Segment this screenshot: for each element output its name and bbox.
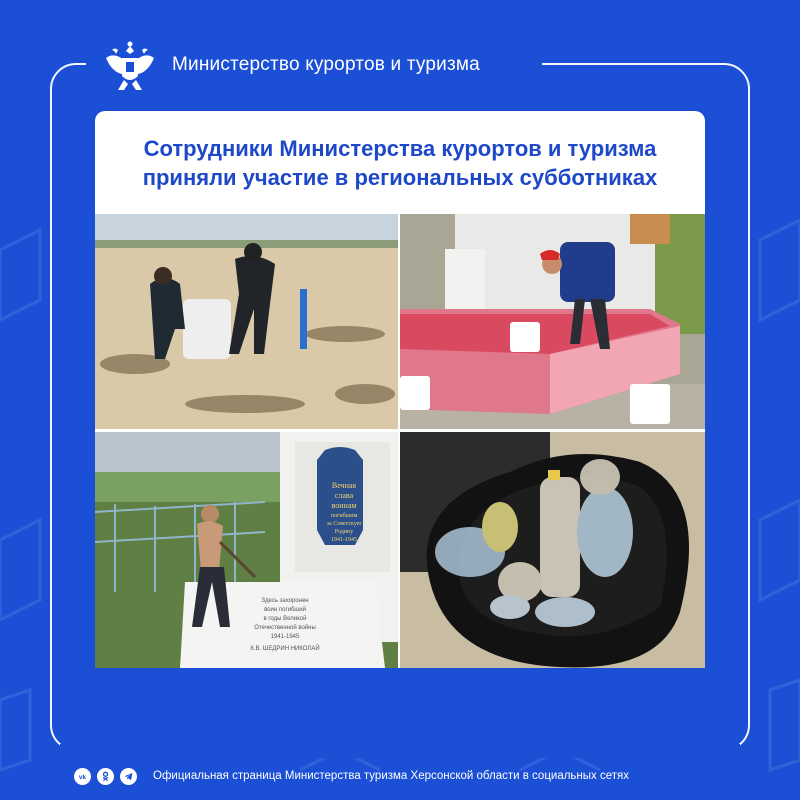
memorial-slab-line-1: Здесь захоронен (261, 598, 309, 604)
memorial-plaque-line-4: погибшим (330, 513, 358, 519)
memorial-slab-line-3: в годы Великой (263, 616, 307, 622)
photo-memorial-cleaning (95, 432, 398, 668)
memorial-plaque-line-1: Вечная (331, 481, 357, 490)
memorial-plaque-line-5: за Советскую (326, 521, 362, 527)
title-box (95, 111, 705, 214)
memorial-slab-line-5: 1941-1945 (270, 634, 300, 640)
photo-cleanup-dry-grass (95, 214, 398, 429)
photo-painting-monument-base (400, 214, 705, 429)
organization-name: Министерство курортов и туризма (172, 54, 480, 75)
memorial-slab-line-6: К.В. ШЕДРИН НИКОЛАЙ (250, 646, 320, 652)
memorial-plaque-line-6: Родину (334, 529, 354, 535)
memorial-plaque-line-7: 1941-1945 (331, 537, 357, 543)
svg-text:vk: vk (78, 773, 87, 781)
vk-icon[interactable] (74, 768, 91, 785)
footer (74, 765, 629, 787)
memorial-plaque-line-3: воинам (331, 501, 357, 510)
memorial-slab-line-2: воин погибший (264, 607, 306, 613)
photo-collected-plastic-bottles (400, 432, 705, 668)
memorial-plaque-line-2: слава (334, 491, 354, 500)
header (100, 36, 480, 94)
telegram-icon[interactable] (120, 768, 137, 785)
odnoklassniki-icon[interactable] (97, 768, 114, 785)
double-headed-eagle-emblem-icon (100, 36, 160, 94)
photo-collage (95, 214, 705, 668)
memorial-slab-line-4: Отечественной войны (254, 625, 316, 631)
footer-text: Официальная страница Министерства туризма Херсонской области в социальных сетях (153, 770, 629, 782)
post-title: Сотрудники Министерства курортов и туризма приняли участие в региональных субботниках (142, 135, 658, 190)
